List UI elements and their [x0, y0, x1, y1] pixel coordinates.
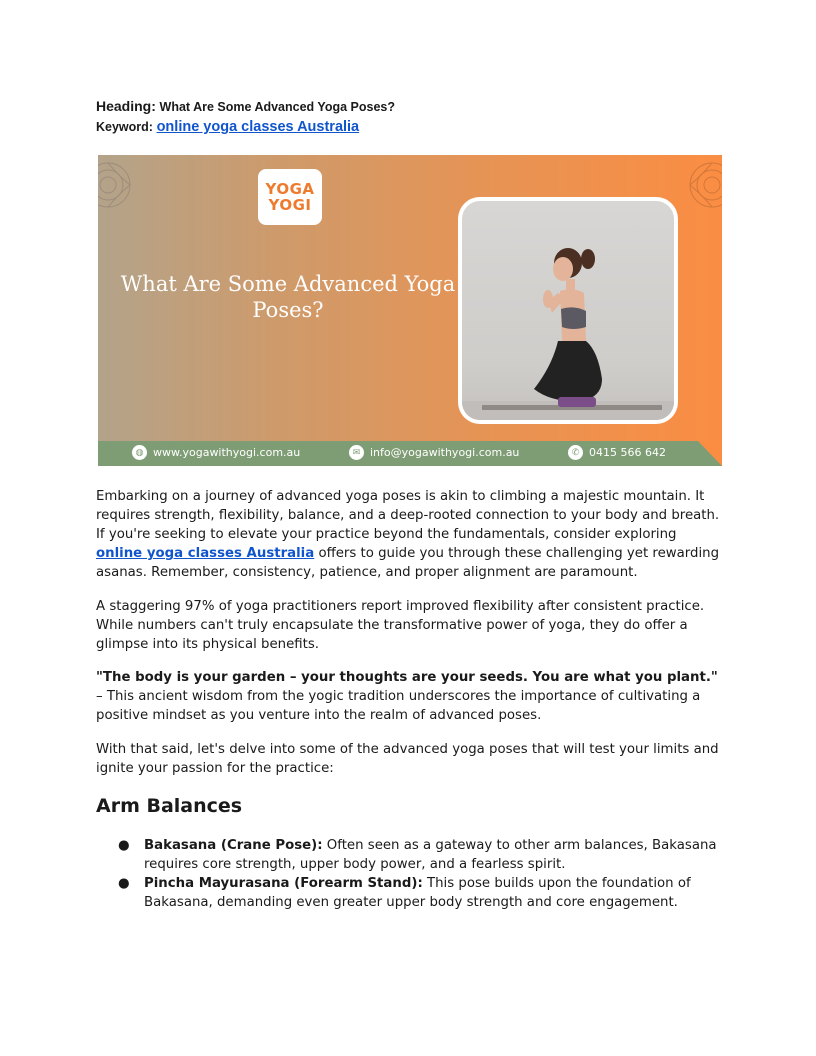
- document-header: [96, 96, 722, 137]
- heading-line: [96, 96, 722, 117]
- website-contact: [132, 445, 300, 460]
- paragraph-quote: [96, 668, 722, 725]
- phone-text: 0415 566 642: [589, 446, 666, 459]
- list-item: [96, 874, 722, 912]
- paragraph-transition: With that said, let's delve into some of the advanced yoga poses that will test your limits and ignite your passion for the practice:: [96, 742, 719, 776]
- list-item: [96, 836, 722, 874]
- contact-bar-notch: [698, 441, 722, 466]
- banner-title: What Are Some Advanced Yoga Poses?: [120, 272, 456, 322]
- pose-name: Pincha Mayurasana (Forearm Stand):: [144, 876, 423, 891]
- meditating-woman-illustration: [462, 201, 674, 420]
- paragraph-statistic: A staggering 97% of yoga practitioners report improved flexibility after consistent practice. While numbers can't truly encapsulate the transformative power of yoga, they do offer a glimpse into its physical benefits.: [96, 599, 705, 652]
- keyword-line: [96, 117, 722, 137]
- logo-line-2: YOGI: [268, 196, 312, 214]
- email-contact: [349, 445, 519, 460]
- intro-text-end: offers to guide you through these challenging yet rewarding asanas. Remember, consistency, patience, and proper alignment are paramount.: [96, 546, 720, 580]
- bullet-icon: ●: [118, 838, 130, 853]
- logo-line-1: YOGA: [265, 180, 315, 198]
- yoga-woman-photo: [462, 201, 674, 420]
- pose-name: Bakasana (Crane Pose):: [144, 838, 323, 853]
- pose-description: This pose builds upon the foundation of Bakasana, demanding even greater upper body strength and core engagement.: [144, 876, 691, 910]
- hero-banner-image: [98, 155, 722, 466]
- globe-icon: ◍: [132, 445, 147, 460]
- keyword-label: Keyword:: [96, 120, 153, 134]
- section-heading: Arm Balances: [96, 795, 243, 817]
- email-text: info@yogawithyogi.com.au: [370, 446, 520, 459]
- intro-text-start: Embarking on a journey of advanced yoga poses is akin to climbing a majestic mountain. It requires strength, flexibility, balance, and a deep-rooted connection to your body and breath. If you're seeking to elevate your practice beyond the fundamentals, consider exploring: [96, 489, 720, 542]
- pose-list: [96, 836, 722, 912]
- phone-contact: [568, 445, 666, 460]
- website-text: www.yogawithyogi.com.au: [153, 446, 301, 459]
- quote-explanation: – This ancient wisdom from the yogic tradition underscores the importance of cultivating a positive mindset as you venture into the realm of advanced poses.: [96, 689, 701, 723]
- brand-logo: [258, 169, 322, 225]
- intro-keyword-link[interactable]: online yoga classes Australia: [96, 546, 315, 561]
- bullet-icon: ●: [118, 876, 130, 891]
- phone-icon: ✆: [568, 445, 583, 460]
- heading-value: What Are Some Advanced Yoga Poses?: [159, 100, 395, 114]
- paragraph-intro: [96, 487, 722, 582]
- mail-icon: ✉: [349, 445, 364, 460]
- photo-frame: [458, 197, 678, 424]
- keyword-link[interactable]: online yoga classes Australia: [156, 119, 360, 135]
- quote-text: "The body is your garden – your thoughts are your seeds. You are what you plant.": [96, 670, 718, 685]
- mandala-left-icon: [98, 155, 158, 215]
- heading-label: Heading:: [96, 98, 156, 114]
- pose-description: Often seen as a gateway to other arm balances, Bakasana requires core strength, upper body power, and a fearless spirit.: [144, 838, 717, 872]
